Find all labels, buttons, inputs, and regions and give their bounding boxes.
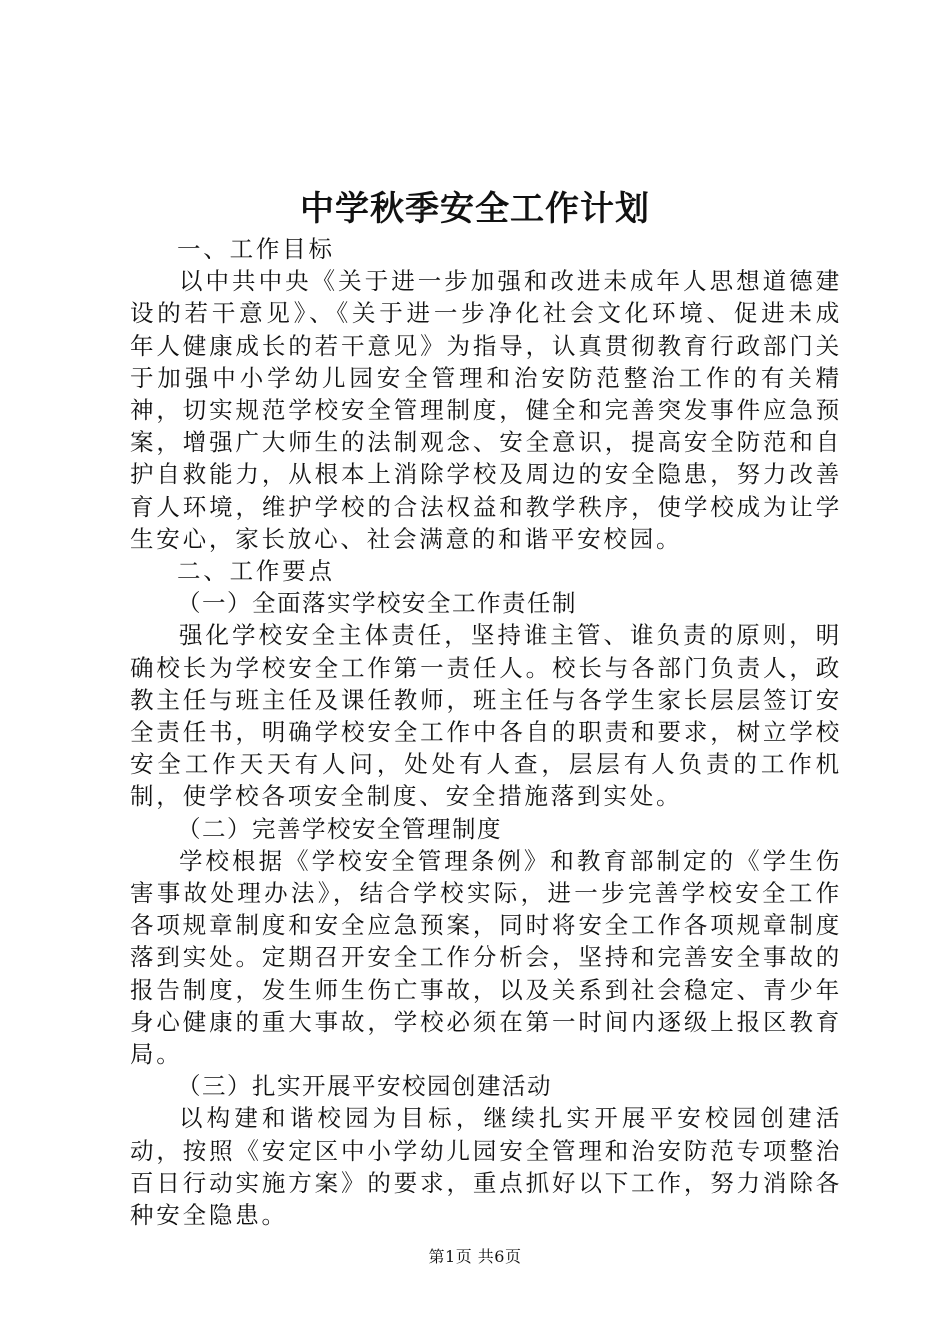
section-heading-key-points: 二、工作要点 bbox=[177, 557, 335, 586]
page-footer: 第1页 共6页 bbox=[428, 1247, 522, 1266]
document-title: 中学秋季安全工作计划 bbox=[300, 189, 650, 229]
paragraph-responsibility: 强化学校安全主体责任，坚持谁主管、谁负责的原则，明确校长为学校安全工作第一责任人。校长与各部门负责人，政教主任与班主任及课任教师，班主任与各学生家长层层签订安全责任书，明确学校安全工作中各自的职责和要求，树立学校安全工作天天有人问，处处有人查，层层有人负责的工作机制，使学校各项安全制度、安全措施落到实处。 bbox=[130, 621, 842, 811]
paragraph-goals: 以中共中央《关于进一步加强和改进未成年人思想道德建设的若干意见》、《关于进一步净化社会文化环境、促进未成年人健康成长的若干意见》为指导，认真贯彻教育行政部门关于加强中小学幼儿园安全管理和治安防范整治工作的有关精神，切实规范学校安全管理制度，健全和完善突发事件应急预案，增强广大师生的法制观念、安全意识，提高安全防范和自护自救能力，从根本上消除学校及周边的安全隐患，努力改善育人环境，维护学校的合法权益和教学秩序，使学校成为让学生安心，家长放心、社会满意的和谐平安校园。 bbox=[130, 267, 842, 553]
subheading-management-system: （二）完善学校安全管理制度 bbox=[177, 814, 502, 843]
subheading-safe-campus: （三）扎实开展平安校园创建活动 bbox=[177, 1072, 552, 1101]
document-body bbox=[130, 233, 842, 1231]
paragraph-management-system: 学校根据《学校安全管理条例》和教育部制定的《学生伤害事故处理办法》，结合学校实际，进一步完善学校安全工作各项规章制度和安全应急预案，同时将安全工作各项规章制度落到实处。定期召开安全工作分析会，坚持和完善安全事故的报告制度，发生师生伤亡事故，以及关系到社会稳定、青少年身心健康的重大事故，学校必须在第一时间内逐级上报区教育局。 bbox=[130, 846, 842, 1069]
section-heading-goals: 一、工作目标 bbox=[177, 235, 335, 263]
subheading-responsibility: （一）全面落实学校安全工作责任制 bbox=[177, 589, 577, 618]
paragraph-safe-campus: 以构建和谐校园为目标，继续扎实开展平安校园创建活动，按照《安定区中小学幼儿园安全管理和治安防范专项整治百日行动实施方案》的要求，重点抓好以下工作，努力消除各种安全隐患。 bbox=[130, 1104, 842, 1230]
